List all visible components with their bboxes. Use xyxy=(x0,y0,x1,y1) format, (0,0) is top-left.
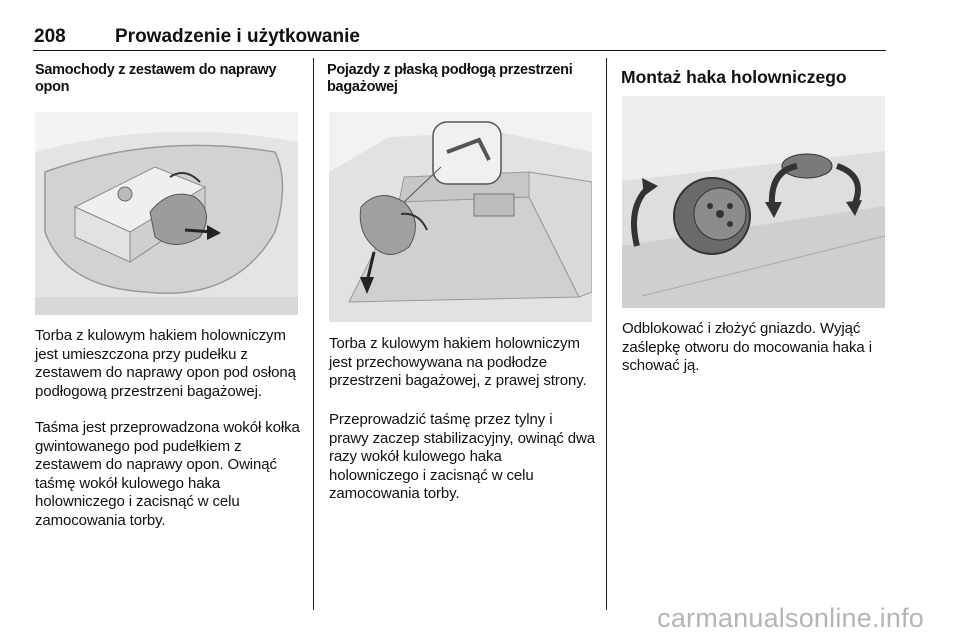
paragraph: Torba z kulowym hakiem holowniczym jest umieszczona przy pudełku z zestawem do naprawy opon pod osłoną podłogową przestrzeni bagażowej. xyxy=(35,327,296,400)
section-heading: Pojazdy z płaską podłogą przestrzeni bagażowej xyxy=(327,62,573,95)
paragraph: Torba z kulowym hakiem holowniczym jest przechowywana na podłodze przestrzeni bagażowej, z prawej strony. xyxy=(329,335,587,390)
column-repair-kit xyxy=(35,62,300,96)
paragraph: Przeprowadzić taśmę przez tylny i prawy zaczep stabilizacyjny, owinąć dwa razy wokół kulowego haka holowniczego i zacisnąć w celu zamocowania torby. xyxy=(329,411,595,503)
socket-fold-illustration xyxy=(622,96,885,308)
page-header xyxy=(33,24,886,51)
page-title: Prowadzenie i użytkowanie xyxy=(115,26,360,47)
paragraph: Odblokować i złożyć gniazdo. Wyjąć zaślepkę otworu do mocowania haka i schować ją. xyxy=(622,320,872,375)
paragraph: Taśma jest przeprowadzona wokół kołka gwintowanego pod pudełkiem z zestawem do naprawy opon. Owinąć taśmę wokół kulowego haka holowniczego i zacisnąć w celu zamocowania torby. xyxy=(35,419,300,529)
spare-wheel-well-illustration xyxy=(35,112,298,315)
column-divider xyxy=(313,58,314,610)
column-towbar-mounting xyxy=(621,62,887,88)
page-number: 208 xyxy=(34,26,66,47)
section-heading: Montaż haka holowniczego xyxy=(621,67,847,87)
column-flat-floor xyxy=(327,62,593,96)
flat-load-floor-illustration xyxy=(329,112,592,322)
section-heading: Samochody z zestawem do naprawy opon xyxy=(35,62,277,95)
watermark: carmanualsonline.info xyxy=(657,603,924,633)
column-divider xyxy=(606,58,607,610)
